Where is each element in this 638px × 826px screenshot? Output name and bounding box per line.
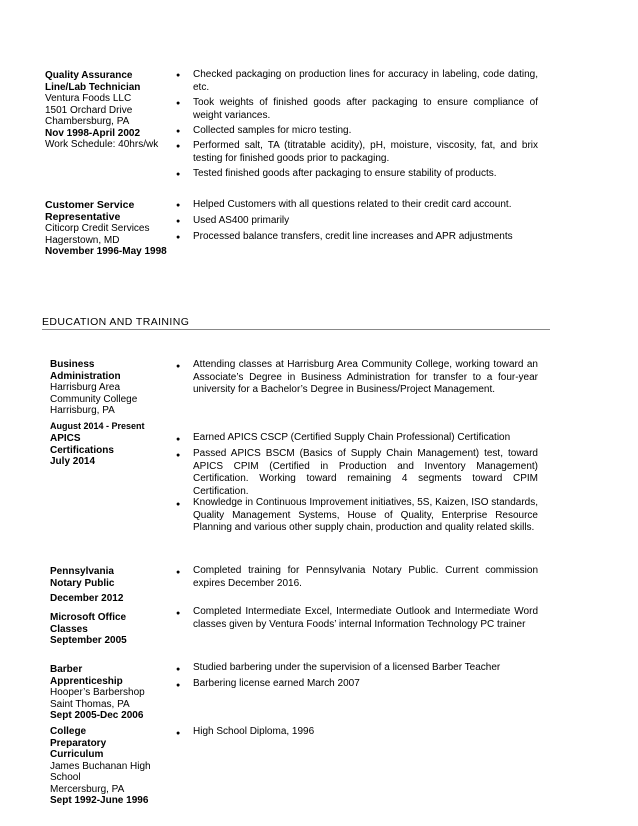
edu-dates: December 2012 (50, 593, 124, 604)
job-dates: November 1996-May 1998 (45, 246, 167, 257)
list-item: Completed Intermediate Excel, Intermediate Outlook and Intermediate Word classes given by Ventura Foods’ internal Information Technology PC trainer (193, 606, 538, 630)
edu-school: Harrisburg Area (50, 382, 121, 393)
edu-dates: August 2014 - Present (50, 420, 145, 431)
edu-meta (50, 359, 170, 432)
edu-city: Mercersburg, PA (50, 783, 125, 795)
edu-title: Business Administration (50, 359, 121, 382)
edu-title: Microsoft Office Classes (50, 612, 127, 635)
job-dates: Nov 1998-April 2002 (45, 127, 141, 139)
list-item: Checked packaging on production lines for accuracy in labeling, code dating, etc. (193, 69, 538, 93)
edu-meta (50, 566, 150, 605)
edu-meta (50, 612, 150, 647)
list-item: Knowledge in Continuous Improvement initiatives, 5S, Kaizen, ISO standards, Quality Management Systems, House of Quality, Enterprise Resource Planning and various other supply chain, production and quality related skills. (193, 497, 538, 533)
list-item: Processed balance transfers, credit line increases and APR adjustments (193, 231, 513, 242)
list-item: Performed salt, TA (titratable acidity), pH, moisture, viscosity, fat, and brix testing for finished goods prior to packaging. (193, 140, 538, 164)
section-divider (42, 329, 550, 330)
list-item: Barbering license earned March 2007 (193, 678, 360, 689)
job-city: Chambersburg, PA (45, 116, 130, 127)
edu-meta (50, 726, 160, 807)
edu-school-cont: School (50, 772, 81, 783)
list-item: Used AS400 primarily (193, 215, 290, 226)
list-item: Tested finished goods after packaging to ensure stability of products. (193, 168, 497, 179)
edu-title: College Preparatory Curriculum (50, 726, 107, 760)
list-item: Studied barbering under the supervision of a licensed Barber Teacher (193, 662, 501, 673)
edu-title: APICS Certifications (50, 433, 114, 456)
job-city: Hagerstown, MD (45, 234, 120, 246)
job-title: Quality Assurance Line/Lab Technician (45, 70, 141, 93)
edu-title: Pennsylvania Notary Public (50, 566, 115, 589)
job-meta (45, 200, 170, 258)
edu-school: James Buchanan High (50, 760, 151, 772)
edu-meta (50, 433, 150, 468)
list-item: High School Diploma, 1996 (193, 726, 315, 737)
list-item: Helped Customers with all questions related to their credit card account. (193, 199, 512, 210)
job-schedule: Work Schedule: 40hrs/wk (45, 139, 159, 150)
edu-dates: July 2014 (50, 456, 96, 467)
edu-dates: Sept 1992-June 1996 (50, 795, 149, 806)
edu-school-cont: Community College (50, 393, 138, 405)
list-item: Earned APICS CSCP (Certified Supply Chain Professional) Certification (193, 432, 511, 443)
job-meta (45, 70, 165, 151)
list-item: Passed APICS BSCM (Basics of Supply Chain Management) test, toward APICS CPIM (Certified in Production and Inventory Management) Certification. Working toward remaining 4 segments toward CPIM Certification. (193, 448, 538, 497)
edu-dates: Sept 2005-Dec 2006 (50, 710, 144, 721)
job-address: 1501 Orchard Drive (45, 104, 133, 116)
edu-city: Harrisburg, PA (50, 405, 115, 416)
section-heading-education: EDUCATION AND TRAINING (42, 316, 190, 328)
list-item: Collected samples for micro testing. (193, 125, 352, 136)
edu-meta (50, 664, 160, 722)
edu-dates: September 2005 (50, 635, 127, 646)
edu-city: Saint Thomas, PA (50, 698, 130, 710)
list-item: Took weights of finished goods after packaging to ensure compliance of weight variances. (193, 97, 538, 121)
list-item: Attending classes at Harrisburg Area Community College, working toward an Associate’s Degree in Business Administration for transfer to a four-year university for a Bachelor’s Degree in Business/Project Management. (193, 359, 538, 395)
job-employer: Ventura Foods LLC (45, 93, 132, 104)
list-item: Completed training for Pennsylvania Notary Public. Current commission expires December 2016. (193, 565, 538, 589)
edu-title: Barber Apprenticeship (50, 664, 123, 687)
job-employer: Citicorp Credit Services (45, 223, 150, 234)
edu-school: Hooper’s Barbershop (50, 687, 145, 698)
job-title: Customer Service Representative (45, 199, 135, 223)
